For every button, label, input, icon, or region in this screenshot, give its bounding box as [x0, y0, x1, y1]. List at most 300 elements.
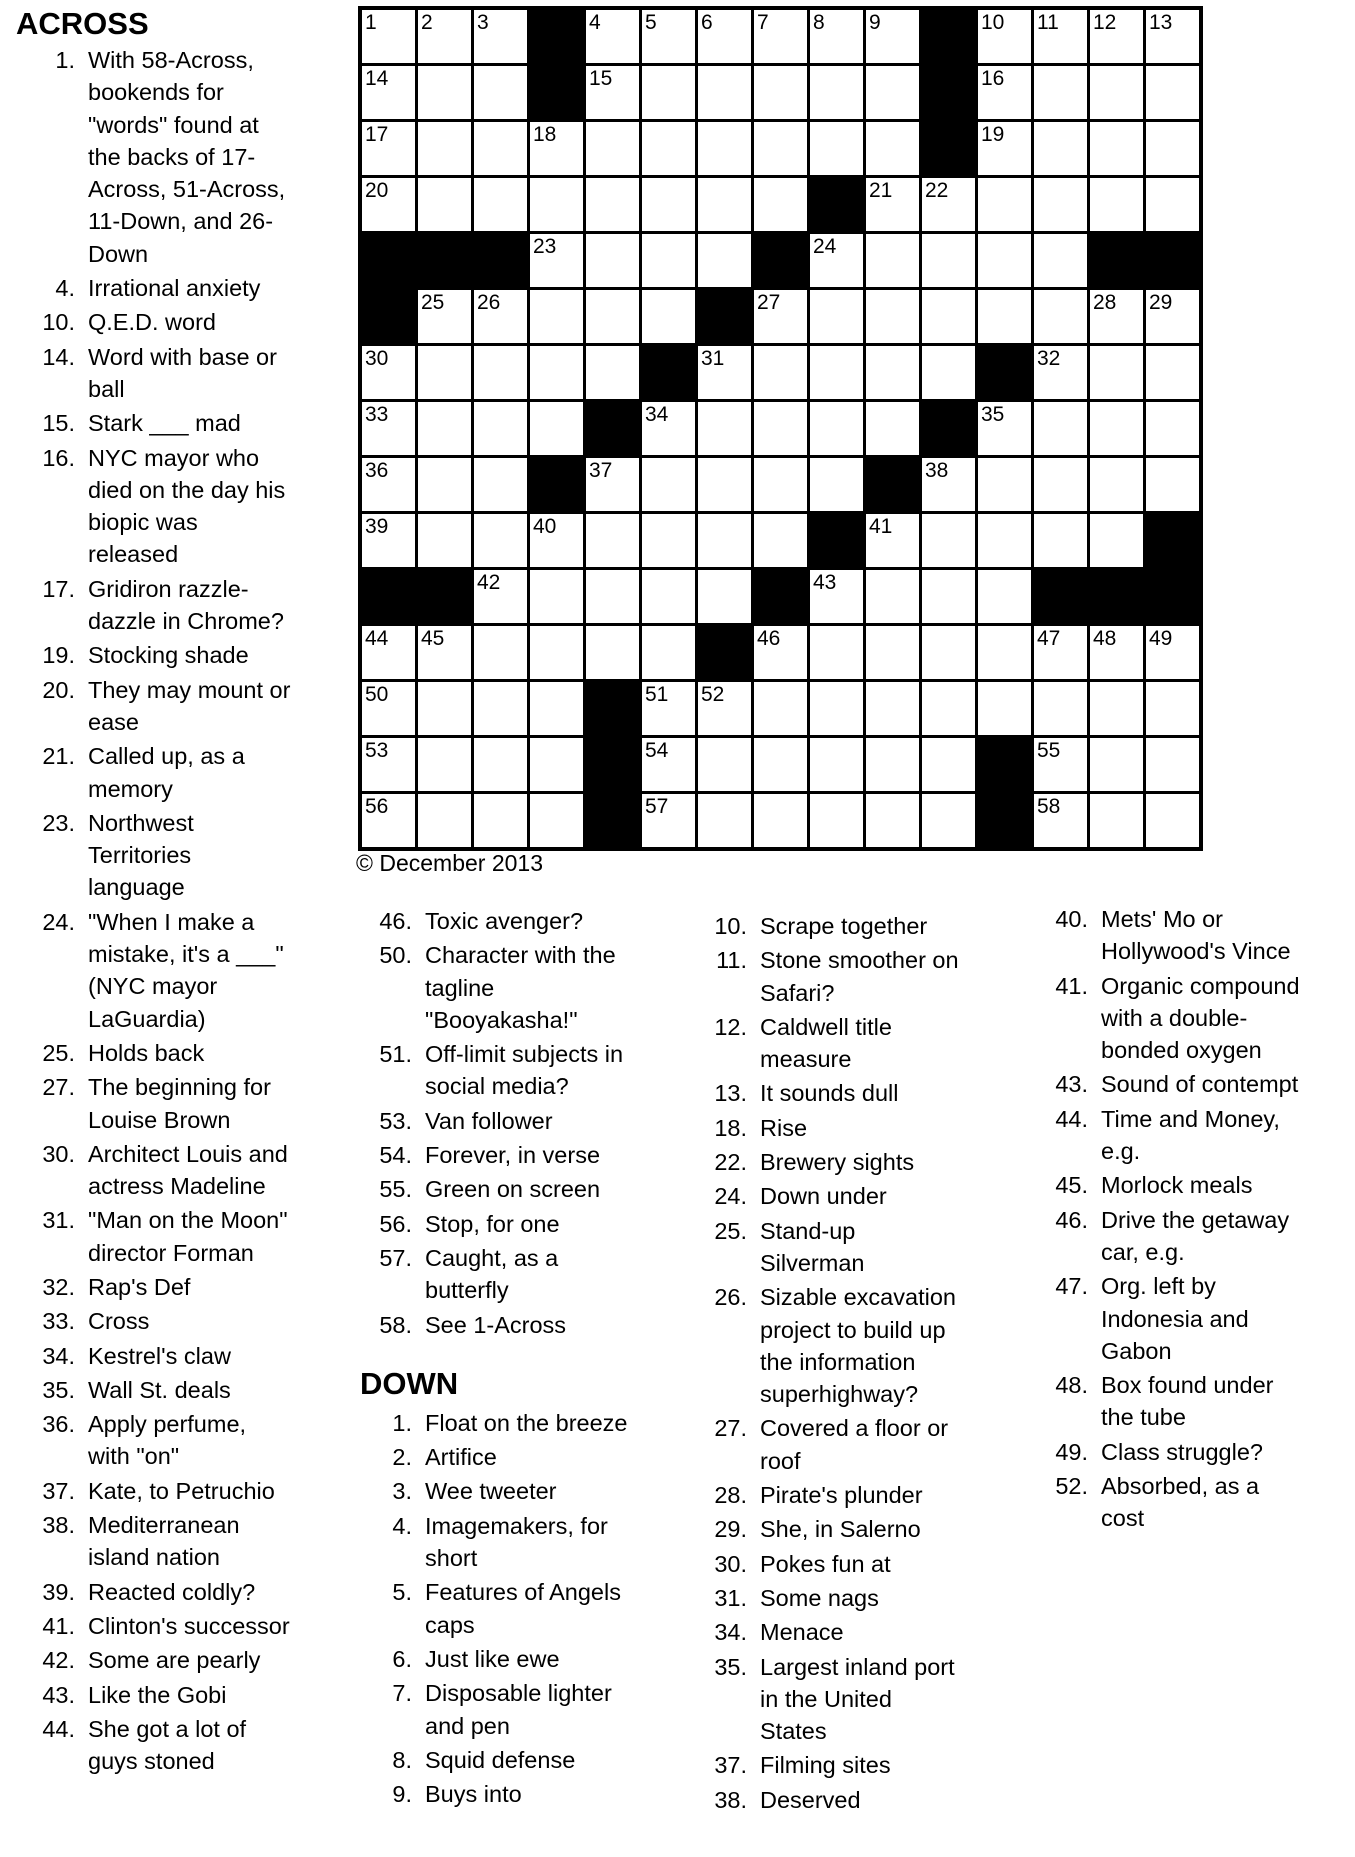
clue-item [14, 1509, 356, 1574]
grid-cell[interactable] [922, 178, 975, 231]
clue-item [1040, 1068, 1355, 1100]
grid-cell[interactable] [586, 626, 639, 679]
clue-text: Down under [760, 1183, 887, 1210]
grid-cell[interactable] [362, 794, 415, 847]
grid-cell[interactable] [866, 682, 919, 735]
clue-item [14, 1576, 356, 1608]
grid-cell[interactable] [1034, 290, 1087, 343]
cell-number: 27 [757, 291, 781, 314]
grid-cell[interactable] [1034, 234, 1087, 287]
grid-cell[interactable] [1034, 122, 1087, 175]
grid-cell[interactable] [362, 514, 415, 567]
grid-cell[interactable] [1090, 514, 1143, 567]
grid-cell[interactable] [1090, 10, 1143, 63]
grid-cell[interactable] [1090, 178, 1143, 231]
grid-cell[interactable] [922, 626, 975, 679]
grid-cell[interactable] [474, 458, 527, 511]
grid-cell[interactable] [1146, 738, 1199, 791]
clue-text: Irrational anxiety [88, 275, 261, 302]
grid-cell[interactable] [586, 234, 639, 287]
cell-number: 11 [1037, 11, 1059, 34]
grid-cell[interactable] [642, 626, 695, 679]
grid-cell[interactable] [642, 234, 695, 287]
cell-number: 16 [981, 67, 1005, 90]
clue-number: 40. [1055, 906, 1088, 932]
clue-number: 16. [42, 444, 75, 471]
grid-cell[interactable] [642, 10, 695, 63]
grid-cell[interactable] [698, 570, 751, 623]
clues-column-2 [360, 905, 700, 1812]
clue-item [700, 1011, 1045, 1076]
grid-cell[interactable] [810, 66, 863, 119]
grid-cell-black [362, 570, 415, 623]
across-clues-column [14, 44, 356, 1779]
grid-cell[interactable] [698, 346, 751, 399]
grid-cell-black [810, 514, 863, 567]
cell-number: 31 [701, 347, 725, 370]
grid-cell[interactable] [586, 178, 639, 231]
grid-cell[interactable] [530, 570, 583, 623]
grid-cell[interactable] [978, 570, 1031, 623]
clue-number: 13. [714, 1080, 747, 1107]
grid-cell[interactable] [642, 178, 695, 231]
grid-cell[interactable] [418, 178, 471, 231]
grid-cell[interactable] [362, 738, 415, 791]
grid-cell[interactable] [642, 570, 695, 623]
cell-number: 4 [589, 11, 601, 34]
grid-cell[interactable] [754, 458, 807, 511]
clue-number: 19. [42, 642, 75, 669]
clue-number: 27. [42, 1074, 75, 1101]
grid-cell[interactable] [530, 682, 583, 735]
down-clues-column-4 [1040, 903, 1355, 1537]
grid-cell[interactable] [866, 346, 919, 399]
clue-item [700, 1412, 1045, 1477]
grid-cell[interactable] [362, 402, 415, 455]
clue-item [700, 1281, 1045, 1410]
grid-cell[interactable] [866, 66, 919, 119]
cell-number: 44 [365, 627, 389, 650]
grid-cell[interactable] [922, 234, 975, 287]
grid-cell[interactable] [474, 738, 527, 791]
cell-number: 37 [589, 459, 613, 482]
grid-cell[interactable] [698, 682, 751, 735]
grid-cell[interactable] [754, 178, 807, 231]
grid-cell[interactable] [642, 794, 695, 847]
grid-cell[interactable] [810, 626, 863, 679]
grid-cell[interactable] [698, 514, 751, 567]
grid-cell[interactable] [474, 514, 527, 567]
grid-cell[interactable] [978, 234, 1031, 287]
grid-cell[interactable] [754, 794, 807, 847]
cell-number: 58 [1037, 795, 1061, 818]
grid-cell[interactable] [530, 346, 583, 399]
grid-cell[interactable] [530, 402, 583, 455]
cell-number: 36 [365, 459, 389, 482]
grid-cell[interactable] [978, 10, 1031, 63]
grid-cell[interactable] [474, 122, 527, 175]
grid-cell-black [362, 234, 415, 287]
clue-number: 55. [379, 1176, 412, 1203]
grid-cell[interactable] [698, 178, 751, 231]
grid-cell[interactable] [1034, 626, 1087, 679]
clue-text: Menace [760, 1619, 844, 1646]
grid-cell[interactable] [418, 794, 471, 847]
grid-cell[interactable] [922, 346, 975, 399]
grid-cell[interactable] [810, 794, 863, 847]
grid-cell[interactable] [362, 682, 415, 735]
clue-item [700, 1582, 1045, 1614]
clue-item [1040, 1103, 1355, 1168]
grid-cell[interactable] [642, 458, 695, 511]
clue-item [700, 1146, 1045, 1178]
grid-cell[interactable] [362, 626, 415, 679]
grid-cell-black [866, 458, 919, 511]
grid-cell[interactable] [866, 178, 919, 231]
clue-text: Organic compound with a double-bonded oxygen [1101, 972, 1300, 1064]
clue-number: 27. [714, 1415, 747, 1442]
grid-cell[interactable] [810, 122, 863, 175]
clue-text: Caught, as a butterfly [425, 1244, 559, 1304]
grid-cell[interactable] [978, 122, 1031, 175]
grid-cell[interactable] [1034, 178, 1087, 231]
grid-cell[interactable] [1090, 66, 1143, 119]
grid-cell[interactable] [754, 626, 807, 679]
clue-text: Rap's Def [88, 1273, 191, 1300]
cell-number: 34 [645, 403, 669, 426]
grid-cell[interactable] [1146, 458, 1199, 511]
grid-cell[interactable] [698, 66, 751, 119]
grid-cell-black [922, 122, 975, 175]
clue-number: 41. [42, 1612, 75, 1639]
clue-number: 31. [714, 1584, 747, 1611]
grid-cell[interactable] [1090, 346, 1143, 399]
grid-cell[interactable] [1146, 682, 1199, 735]
grid-cell[interactable] [810, 738, 863, 791]
clue-number: 6. [392, 1645, 412, 1672]
cell-number: 19 [981, 123, 1005, 146]
grid-cell[interactable] [754, 66, 807, 119]
grid-cell[interactable] [474, 626, 527, 679]
clue-number: 38. [714, 1786, 747, 1813]
grid-cell[interactable] [474, 66, 527, 119]
clue-number: 9. [392, 1781, 412, 1808]
grid-cell[interactable] [754, 122, 807, 175]
grid-cell[interactable] [586, 122, 639, 175]
grid-cell[interactable] [418, 402, 471, 455]
grid-cell[interactable] [642, 66, 695, 119]
clue-text: Cross [88, 1308, 150, 1335]
clue-text: Disposable lighter and pen [425, 1680, 612, 1739]
grid-cell[interactable] [698, 402, 751, 455]
grid-cell[interactable] [754, 514, 807, 567]
grid-cell[interactable] [586, 346, 639, 399]
clue-text: With 58-Across, bookends for "words" found at the backs of 17-Across, 51-Across, 11-Down, and 26-Down [88, 47, 286, 267]
cell-number: 2 [421, 11, 433, 34]
grid-cell[interactable] [754, 682, 807, 735]
grid-cell[interactable] [1034, 402, 1087, 455]
clue-item [14, 639, 356, 671]
grid-cell[interactable] [418, 122, 471, 175]
clue-item [1040, 1470, 1355, 1535]
grid-cell-black [754, 570, 807, 623]
grid-cell[interactable] [1090, 794, 1143, 847]
clue-item [14, 1679, 356, 1711]
grid-cell[interactable] [1034, 346, 1087, 399]
grid-cell[interactable] [642, 738, 695, 791]
grid-cell[interactable] [418, 10, 471, 63]
grid-cell[interactable] [922, 290, 975, 343]
cell-number: 25 [421, 291, 445, 314]
clue-item [14, 1340, 356, 1372]
grid-cell[interactable] [978, 682, 1031, 735]
grid-cell[interactable] [1090, 458, 1143, 511]
grid-cell[interactable] [866, 570, 919, 623]
grid-cell[interactable] [1090, 682, 1143, 735]
grid-cell[interactable] [586, 10, 639, 63]
grid-cell[interactable] [530, 290, 583, 343]
grid-cell[interactable] [866, 626, 919, 679]
grid-cell[interactable] [810, 234, 863, 287]
grid-cell[interactable] [530, 794, 583, 847]
grid-cell[interactable] [698, 10, 751, 63]
grid-cell[interactable] [642, 122, 695, 175]
grid-cell[interactable] [474, 290, 527, 343]
clue-number: 41. [1055, 972, 1088, 999]
grid-cell[interactable] [978, 458, 1031, 511]
grid-cell[interactable] [754, 346, 807, 399]
grid-cell[interactable] [698, 122, 751, 175]
grid-cell[interactable] [698, 234, 751, 287]
grid-cell[interactable] [866, 738, 919, 791]
grid-cell[interactable] [866, 122, 919, 175]
cell-number: 30 [365, 347, 389, 370]
grid-cell[interactable] [530, 234, 583, 287]
clue-item [368, 1441, 700, 1473]
grid-cell[interactable] [1090, 626, 1143, 679]
clue-number: 2. [392, 1444, 412, 1471]
grid-cell[interactable] [810, 682, 863, 735]
grid-cell-black [1146, 514, 1199, 567]
clue-number: 43. [1055, 1071, 1088, 1098]
clue-number: 34. [714, 1619, 747, 1646]
grid-cell[interactable] [586, 66, 639, 119]
grid-cell[interactable] [474, 178, 527, 231]
clue-number: 15. [42, 410, 75, 437]
grid-cell[interactable] [978, 626, 1031, 679]
grid-cell[interactable] [642, 514, 695, 567]
grid-cell[interactable] [1146, 66, 1199, 119]
grid-cell[interactable] [530, 626, 583, 679]
grid-cell[interactable] [418, 66, 471, 119]
grid-cell[interactable] [474, 402, 527, 455]
grid-cell[interactable] [586, 514, 639, 567]
grid-cell[interactable] [866, 10, 919, 63]
clue-number: 30. [42, 1140, 75, 1167]
grid-cell[interactable] [754, 738, 807, 791]
grid-cell[interactable] [922, 738, 975, 791]
grid-cell[interactable] [866, 290, 919, 343]
grid-cell[interactable] [866, 794, 919, 847]
clue-text: Brewery sights [760, 1149, 915, 1176]
grid-cell[interactable] [586, 290, 639, 343]
grid-cell[interactable] [810, 402, 863, 455]
clue-item [368, 1778, 700, 1810]
clue-item [368, 1475, 700, 1507]
grid-cell[interactable] [474, 570, 527, 623]
grid-cell[interactable] [978, 66, 1031, 119]
grid-cell[interactable] [530, 738, 583, 791]
grid-cell[interactable] [754, 402, 807, 455]
grid-cell[interactable] [922, 570, 975, 623]
grid-cell[interactable] [1034, 514, 1087, 567]
clue-item [1040, 1270, 1355, 1367]
clue-text: Stark ___ mad [88, 410, 241, 437]
grid-cell[interactable] [978, 402, 1031, 455]
clue-item [368, 1242, 700, 1307]
grid-cell[interactable] [362, 458, 415, 511]
grid-cell[interactable] [642, 402, 695, 455]
grid-cell[interactable] [698, 738, 751, 791]
grid-cell[interactable] [1090, 122, 1143, 175]
grid-cell[interactable] [1146, 178, 1199, 231]
grid-cell[interactable] [530, 178, 583, 231]
clue-text: "When I make a mistake, it's a ___" (NYC mayor LaGuardia) [88, 908, 284, 1032]
grid-cell[interactable] [362, 122, 415, 175]
grid-cell[interactable] [418, 458, 471, 511]
clue-text: Wall St. deals [88, 1376, 231, 1403]
grid-cell[interactable] [1034, 10, 1087, 63]
cell-number: 10 [981, 11, 1005, 34]
grid-cell[interactable] [1146, 290, 1199, 343]
grid-cell[interactable] [474, 794, 527, 847]
grid-cell[interactable] [530, 122, 583, 175]
grid-cell[interactable] [418, 514, 471, 567]
clue-number: 24. [714, 1183, 747, 1210]
clue-item [14, 1610, 356, 1642]
clue-item [368, 1139, 700, 1171]
clue-text: Drive the getaway car, e.g. [1101, 1206, 1290, 1265]
grid-cell[interactable] [978, 178, 1031, 231]
grid-cell[interactable] [922, 682, 975, 735]
grid-cell[interactable] [474, 10, 527, 63]
grid-cell[interactable] [810, 570, 863, 623]
grid-cell[interactable] [474, 346, 527, 399]
grid-cell[interactable] [754, 10, 807, 63]
clue-item [368, 1643, 700, 1675]
grid-cell[interactable] [586, 570, 639, 623]
clue-text: Morlock meals [1101, 1172, 1253, 1199]
cell-number: 20 [365, 179, 389, 202]
clue-text: "Man on the Moon" director Forman [88, 1207, 288, 1266]
clue-number: 35. [42, 1376, 75, 1403]
clue-text: Imagemakers, for short [425, 1512, 608, 1572]
grid-cell[interactable] [362, 66, 415, 119]
grid-cell[interactable] [698, 458, 751, 511]
grid-cell[interactable] [810, 290, 863, 343]
clue-text: Box found under the tube [1101, 1372, 1274, 1431]
cell-number: 12 [1093, 11, 1117, 34]
clue-number: 47. [1055, 1273, 1088, 1300]
clue-text: Holds back [88, 1039, 205, 1066]
grid-cell[interactable] [418, 682, 471, 735]
across-header: ACROSS [16, 6, 149, 41]
cell-number: 43 [813, 571, 837, 594]
grid-cell[interactable] [1146, 402, 1199, 455]
grid-cell[interactable] [642, 682, 695, 735]
grid-cell[interactable] [474, 682, 527, 735]
grid-cell[interactable] [1090, 290, 1143, 343]
grid-cell[interactable] [1146, 346, 1199, 399]
grid-cell[interactable] [418, 346, 471, 399]
grid-cell[interactable] [978, 290, 1031, 343]
grid-cell[interactable] [810, 458, 863, 511]
grid-cell[interactable] [586, 458, 639, 511]
grid-cell[interactable] [810, 346, 863, 399]
clue-number: 33. [42, 1308, 75, 1335]
grid-cell[interactable] [418, 626, 471, 679]
grid-cell[interactable] [362, 10, 415, 63]
grid-cell[interactable] [866, 234, 919, 287]
grid-cell[interactable] [754, 290, 807, 343]
cell-number: 15 [589, 67, 613, 90]
grid-cell[interactable] [642, 290, 695, 343]
clue-text: Caldwell title measure [760, 1013, 892, 1073]
grid-cell[interactable] [1090, 738, 1143, 791]
clue-text: Artifice [425, 1444, 497, 1471]
grid-cell[interactable] [698, 794, 751, 847]
grid-cell[interactable] [922, 514, 975, 567]
clue-text: She, in Salerno [760, 1516, 921, 1543]
cell-number: 24 [813, 235, 837, 258]
clue-item [700, 1651, 1045, 1748]
grid-cell[interactable] [922, 458, 975, 511]
grid-cell[interactable] [810, 10, 863, 63]
grid-cell[interactable] [530, 514, 583, 567]
clue-text: Kestrel's claw [88, 1342, 231, 1369]
grid-cell[interactable] [1034, 794, 1087, 847]
cell-number: 1 [365, 11, 377, 34]
grid-cell[interactable] [1146, 794, 1199, 847]
grid-cell[interactable] [866, 514, 919, 567]
grid-cell[interactable] [1034, 66, 1087, 119]
clue-text: Squid defense [425, 1746, 576, 1773]
clue-item [368, 1105, 700, 1137]
clue-text: Some nags [760, 1584, 879, 1611]
clue-item [14, 906, 356, 1035]
grid-cell[interactable] [418, 738, 471, 791]
cell-number: 46 [757, 627, 781, 650]
grid-cell[interactable] [1034, 682, 1087, 735]
grid-cell-black [530, 458, 583, 511]
grid-cell[interactable] [1146, 626, 1199, 679]
grid-cell[interactable] [418, 290, 471, 343]
clue-number: 4. [392, 1512, 412, 1539]
clue-item [14, 1071, 356, 1136]
clue-item [700, 1112, 1045, 1144]
grid-cell[interactable] [1034, 458, 1087, 511]
grid-cell[interactable] [1090, 402, 1143, 455]
grid-cell[interactable] [1146, 122, 1199, 175]
clue-number: 26. [714, 1284, 747, 1311]
grid-cell[interactable] [922, 794, 975, 847]
grid-cell[interactable] [1034, 738, 1087, 791]
grid-cell[interactable] [362, 178, 415, 231]
grid-cell[interactable] [1146, 10, 1199, 63]
grid-cell[interactable] [866, 402, 919, 455]
grid-cell[interactable] [978, 514, 1031, 567]
grid-cell[interactable] [362, 346, 415, 399]
